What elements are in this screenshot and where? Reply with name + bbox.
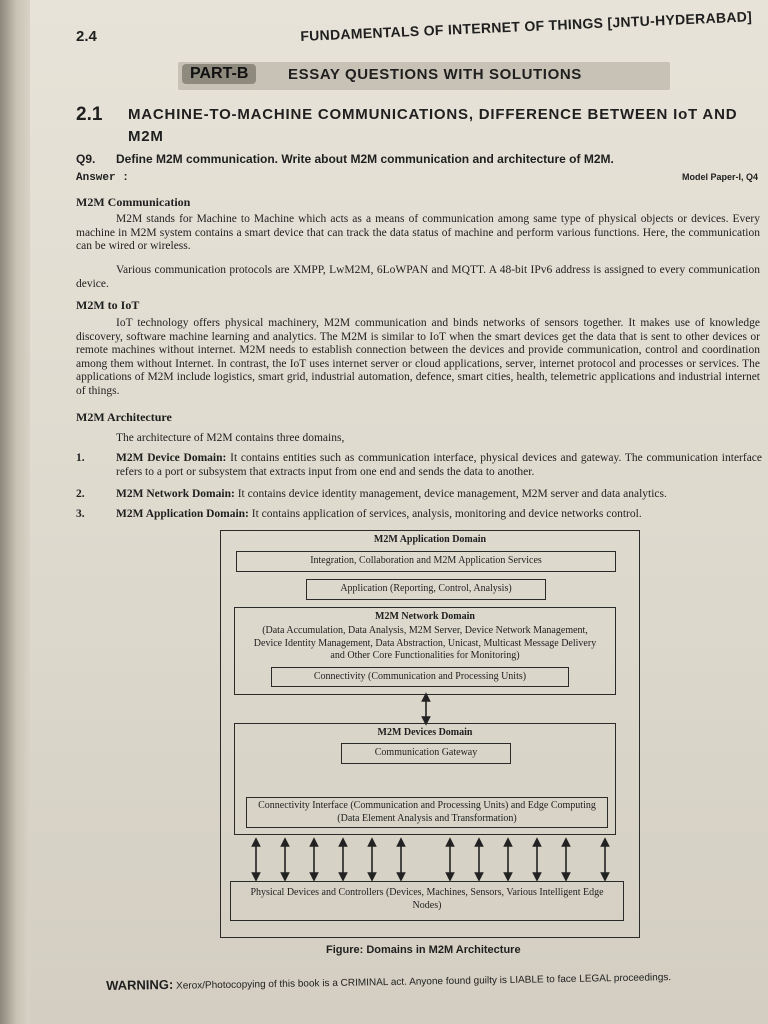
diagram-arrows	[30, 0, 768, 1024]
part-badge: PART-B	[182, 64, 256, 84]
gateway-label: Communication Gateway	[374, 747, 478, 758]
device-controller-arrows	[256, 842, 605, 877]
paragraph-m2m-iot: IoT technology offers physical machinery, M2M communication and binds networks of sensors together. It makes use of knowledge discovery, software machine learning and analytics. The M2M is similar to IoT when the smart devices get the data that is sent to other devices or remote machines without internet. M2M needs to establish connection between the devices and provide communication, control and coordination among them without Internet. In contrast, the IoT uses internet server or cloud applications, server, internet protocol and processes or services. The applications of M2M include logistics, smart grid, industrial automation, defence, smart cities, health, telemetric applications and industrial internet of things.	[76, 317, 760, 397]
list-item-term: M2M Application Domain:	[116, 508, 249, 520]
book-page	[30, 0, 768, 1024]
list-item-number: 1.	[76, 452, 85, 464]
list-item-text: It contains device identity management, device management, M2M server and data analytics.	[237, 488, 667, 500]
physical-devices-label: Physical Devices and Controllers (Devices, Machines, Sensors, Various Intelligent Edge Nodes)	[250, 887, 604, 911]
answer-label: Answer :	[76, 172, 129, 184]
network-connectivity-label: Connectivity (Communication and Processing Units)	[313, 671, 527, 682]
list-item-number: 2.	[76, 488, 85, 500]
app-domain-title: M2M Application Domain	[373, 534, 487, 545]
heading-m2m-communication: M2M Communication	[76, 195, 191, 209]
paragraph-protocols: Various communication protocols are XMPP, LwM2M, 6LoWPAN and MQTT. A 48-bit IPv6 address is assigned to every communication device.	[76, 264, 760, 290]
section-title: MACHINE-TO-MACHINE COMMUNICATIONS, DIFFERENCE BETWEEN IoT AND M2M	[128, 106, 738, 145]
question-number: Q9.	[76, 152, 96, 166]
network-domain-title: M2M Network Domain	[375, 611, 475, 622]
devices-domain-title: M2M Devices Domain	[377, 727, 473, 738]
list-item-term: M2M Network Domain:	[116, 488, 235, 500]
page-number: 2.4	[76, 28, 97, 45]
model-paper-ref: Model Paper-I, Q4	[682, 172, 759, 182]
list-item-number: 3.	[76, 508, 85, 520]
heading-m2m-to-iot: M2M to IoT	[76, 298, 140, 312]
warning-text: Xerox/Photocopying of this book is a CRIMINAL act. Anyone found guilty is LIABLE to face LEGAL proceedings.	[176, 972, 672, 992]
book-binding-edge	[0, 0, 30, 1024]
network-domain-description: (Data Accumulation, Data Analysis, M2M Server, Device Network Management, Device Identity Management, Data Abstraction, Unicast, Multicast Message Delivery and Other Core Functionalities for Monitoring)	[253, 625, 597, 661]
architecture-intro: The architecture of M2M contains three domains,	[116, 432, 345, 444]
application-label: Application (Reporting, Control, Analysis)	[340, 583, 512, 594]
warning-label: WARNING:	[106, 976, 174, 993]
question-text: Define M2M communication. Write about M2M communication and architecture of M2M.	[116, 152, 614, 166]
running-title: FUNDAMENTALS OF INTERNET OF THINGS [JNTU-HYDERABAD]	[300, 8, 753, 44]
section-number: 2.1	[76, 104, 103, 125]
list-item-term: M2M Device Domain:	[116, 452, 227, 464]
part-title: ESSAY QUESTIONS WITH SOLUTIONS	[288, 66, 582, 83]
paragraph-m2m-definition: M2M stands for Machine to Machine which acts as a means of communication among same type of physical objects or devices. Every machine in M2M system contains a smart device that can track the data status of machine and perform various functions. Here, the communication can be wired or wireless.	[76, 213, 760, 252]
heading-m2m-architecture: M2M Architecture	[76, 410, 172, 424]
list-item-text: It contains application of services, analysis, monitoring and device networks control.	[251, 508, 642, 520]
connectivity-interface-label: Connectivity Interface (Communication and Processing Units) and Edge Computing (Data Element Analysis and Transformation)	[258, 800, 596, 824]
list-item-text: It contains entities such as communication interface, physical devices and gateway. The communication interface refers to a port or subsystem that extracts input from one end and sends the data to another.	[116, 452, 763, 478]
app-services-label: Integration, Collaboration and M2M Application Services	[310, 555, 542, 566]
figure-caption: Figure: Domains in M2M Architecture	[326, 944, 521, 956]
